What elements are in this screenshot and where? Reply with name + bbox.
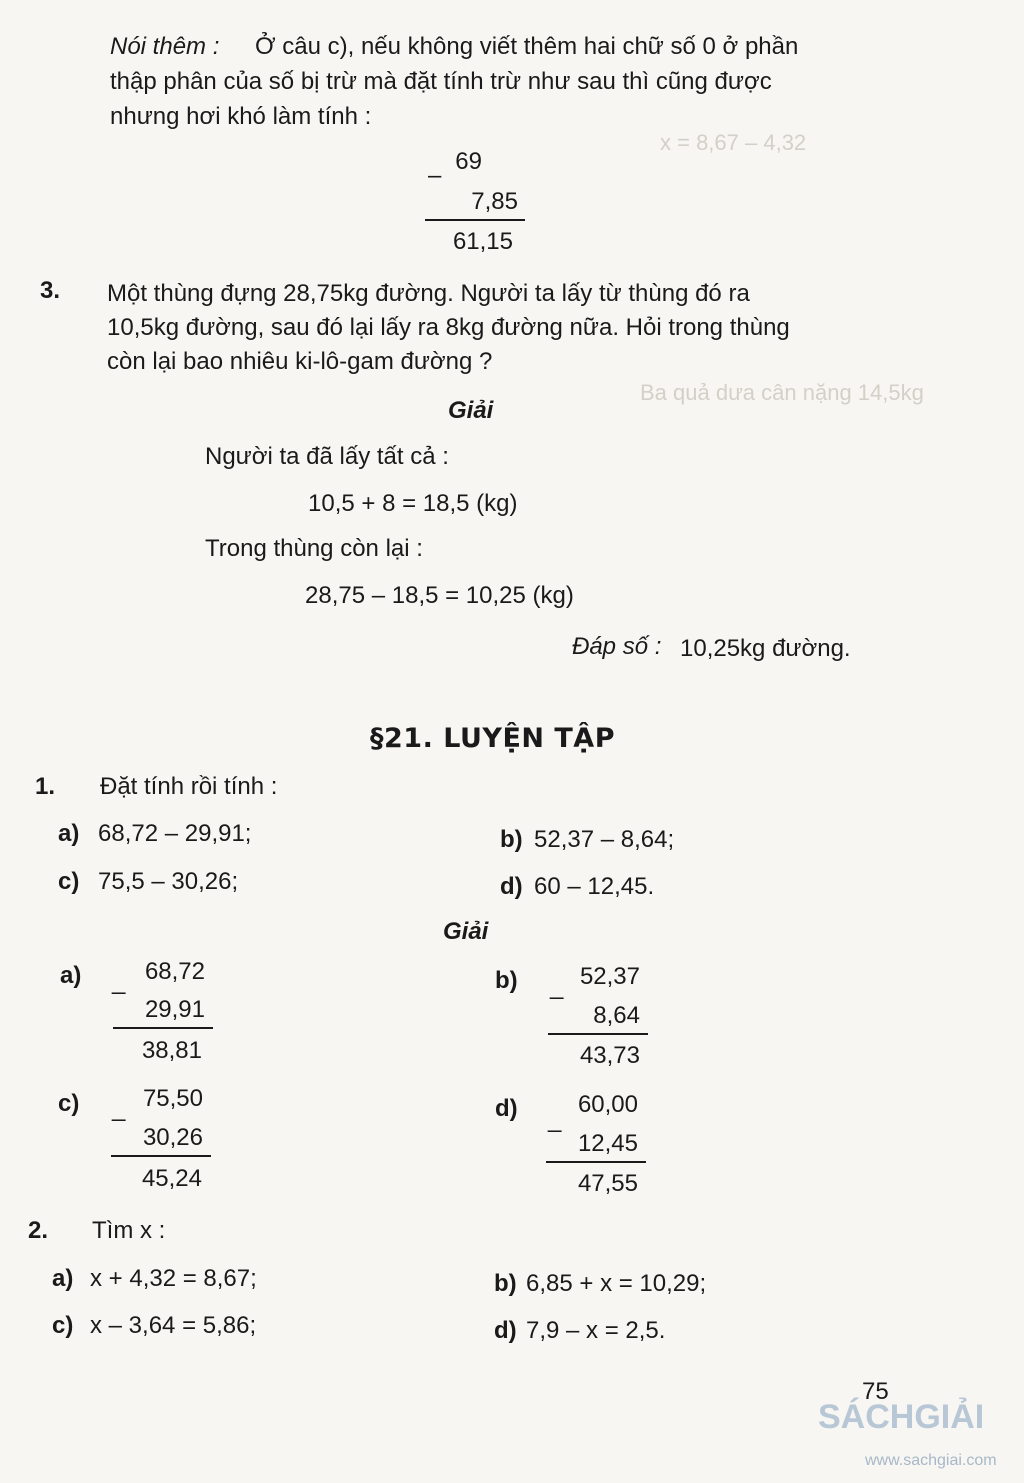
exercise1-calc-c-label: c) xyxy=(58,1090,80,1117)
problem3-calc-1: 10,5 + 8 = 18,5 (kg) xyxy=(308,490,518,517)
bleed-through-text: Ba quả dưa cân nặng 14,5kg xyxy=(640,380,924,405)
exercise1-calc-a-line xyxy=(113,1027,213,1029)
note-line-3: nhưng hơi khó làm tính : xyxy=(110,103,372,130)
exercise2-item-b-label: b) xyxy=(494,1270,517,1297)
exercise1-item-c-label: c) xyxy=(58,868,80,895)
problem3-step-2: Trong thùng còn lại : xyxy=(205,535,423,562)
exercise1-calc-c-minus: _ xyxy=(112,1095,126,1122)
exercise1-calc-d-line xyxy=(546,1161,646,1163)
exercise1-calc-a-minus: _ xyxy=(112,968,126,995)
exercise1-calc-b-line xyxy=(548,1033,648,1035)
exercise1-calc-a-label: a) xyxy=(60,962,82,989)
problem3-line-2: 10,5kg đường, sau đó lại lấy ra 8kg đường nữa. Hỏi trong thùng xyxy=(107,314,790,341)
exercise1-item-b-text: 52,37 – 8,64; xyxy=(534,826,675,853)
exercise1-number: 1. xyxy=(35,773,56,800)
note-calc-subtrahend: 7,85 xyxy=(471,188,518,215)
exercise1-calc-b-label: b) xyxy=(495,967,518,994)
exercise2-item-d-label: d) xyxy=(494,1317,517,1344)
problem3-calc-2: 28,75 – 18,5 = 10,25 (kg) xyxy=(305,582,574,609)
exercise1-calc-c-minuend: 75,50 xyxy=(142,1085,203,1112)
problem3-solution-label: Giải xyxy=(448,397,494,424)
exercise1-solution-label: Giải xyxy=(443,918,489,945)
exercise2-item-a-label: a) xyxy=(52,1265,74,1292)
problem3-answer-label: Đáp số : xyxy=(572,633,662,660)
note-calc-line xyxy=(425,219,525,221)
exercise1-calc-d-subtrahend: 12,45 xyxy=(577,1130,638,1157)
exercise1-item-c-text: 75,5 – 30,26; xyxy=(98,868,239,895)
note-line-1: Ở câu c), nếu không viết thêm hai chữ số 0 ở phần xyxy=(255,33,799,60)
exercise2-item-c-text: x – 3,64 = 5,86; xyxy=(90,1312,257,1339)
exercise1-calc-d-result: 47,55 xyxy=(577,1170,638,1197)
exercise1-calc-d-minuend: 60,00 xyxy=(577,1091,638,1118)
exercise2-item-c-label: c) xyxy=(52,1312,74,1339)
exercise1-calc-d-minus: _ xyxy=(548,1106,562,1133)
exercise2-number: 2. xyxy=(28,1217,49,1244)
exercise1-calc-a-subtrahend: 29,91 xyxy=(144,996,205,1023)
note-calc-minuend: 69 xyxy=(455,148,482,175)
exercise1-item-d-text: 60 – 12,45. xyxy=(534,873,655,900)
exercise1-item-a-label: a) xyxy=(58,820,80,847)
problem3-answer-value: 10,25kg đường. xyxy=(680,635,851,662)
bleed-through-text: x = 8,67 – 4,32 xyxy=(660,130,807,155)
exercise1-calc-a-minuend: 68,72 xyxy=(144,958,205,985)
exercise1-calc-b-result: 43,73 xyxy=(579,1042,640,1069)
exercise2-prompt: Tìm x : xyxy=(92,1217,166,1244)
watermark-url: www.sachgiai.com xyxy=(865,1452,997,1469)
exercise1-calc-c-line xyxy=(111,1155,211,1157)
section-title: §21. LUYỆN TẬP xyxy=(370,723,615,754)
problem3-step-1: Người ta đã lấy tất cả : xyxy=(205,443,449,470)
exercise1-calc-b-minus: _ xyxy=(550,973,564,1000)
problem3-number: 3. xyxy=(40,277,61,304)
exercise1-calc-b-subtrahend: 8,64 xyxy=(593,1002,640,1029)
exercise1-item-a-text: 68,72 – 29,91; xyxy=(98,820,252,847)
exercise1-calc-d-label: d) xyxy=(495,1095,518,1122)
exercise1-calc-b-minuend: 52,37 xyxy=(579,963,640,990)
exercise1-calc-c-subtrahend: 30,26 xyxy=(142,1124,203,1151)
exercise1-item-b-label: b) xyxy=(500,826,523,853)
note-line-2: thập phân của số bị trừ mà đặt tính trừ như sau thì cũng được xyxy=(110,68,772,95)
exercise1-calc-a-result: 38,81 xyxy=(141,1037,202,1064)
note-label: Nói thêm : xyxy=(110,33,220,60)
exercise1-item-d-label: d) xyxy=(500,873,523,900)
note-calc-minus: – xyxy=(428,162,442,189)
note-calc-result: 61,15 xyxy=(452,228,513,255)
exercise2-item-a-text: x + 4,32 = 8,67; xyxy=(90,1265,257,1292)
exercise2-item-d-text: 7,9 – x = 2,5. xyxy=(526,1317,666,1344)
page-number: 75 xyxy=(862,1378,889,1405)
problem3-line-1: Một thùng đựng 28,75kg đường. Người ta lấy từ thùng đó ra xyxy=(107,280,750,307)
exercise2-item-b-text: 6,85 + x = 10,29; xyxy=(526,1270,707,1297)
exercise1-prompt: Đặt tính rồi tính : xyxy=(100,773,278,800)
watermark-logo: SÁCHGIẢI xyxy=(818,1398,985,1436)
problem3-line-3: còn lại bao nhiêu ki-lô-gam đường ? xyxy=(107,348,493,375)
exercise1-calc-c-result: 45,24 xyxy=(141,1165,202,1192)
